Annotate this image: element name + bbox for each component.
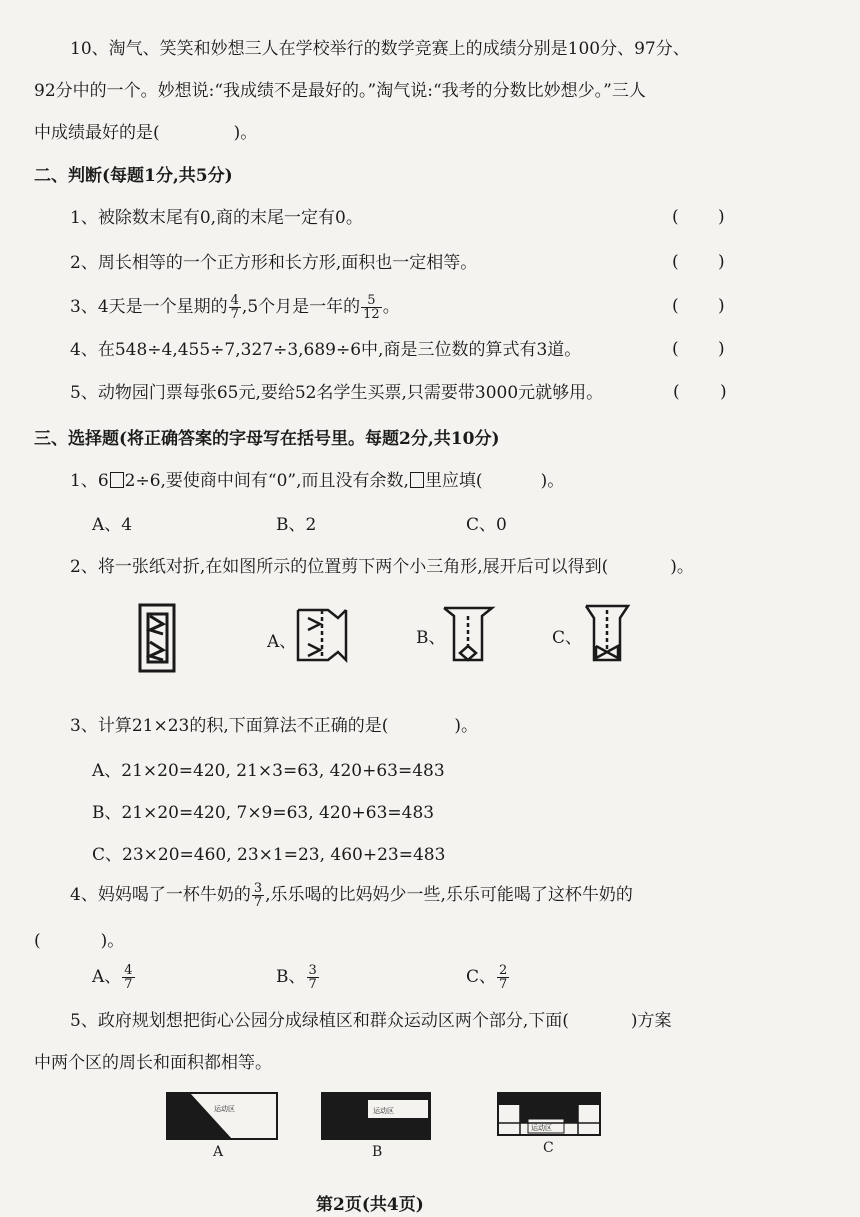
fraction-4-7-option: $\frac{4}{7}$ — [124, 963, 133, 992]
page-footer: 第2页(共4页) — [316, 1195, 424, 1215]
choice-q1-option-a[interactable]: A、4 — [92, 515, 133, 535]
choice-q4-line2 — [34, 930, 124, 952]
choice-q5-b: )方案 — [630, 1011, 672, 1031]
plan-b-label[interactable]: B — [372, 1144, 383, 1160]
q2-option-c-label[interactable]: C、 — [552, 628, 583, 648]
judge3-text-c: 。 — [382, 297, 400, 317]
judge-paren-close-2[interactable]: ) — [718, 252, 725, 272]
choice-q1-b: 2÷6,要使商中间有“0”,而且没有余数, — [124, 471, 409, 491]
choice-q3-option-c[interactable]: C、23×20=460, 23×1=23, 460+23=483 — [92, 845, 446, 865]
option-b-figure — [444, 608, 492, 660]
q10-line3-text: 中成绩最好的是( — [34, 123, 160, 143]
plan-b-sport-text: 运动区 — [373, 1107, 394, 1115]
plan-b-figure — [322, 1093, 430, 1139]
fraction-3-7-option: $\frac{3}{7}$ — [308, 963, 317, 992]
plan-a-figure — [167, 1093, 277, 1139]
fraction-3-7: $\frac{3}{7}$ — [253, 881, 263, 910]
judge-paren-open-1: ( — [672, 207, 679, 227]
judge-item-2: 2、周长相等的一个正方形和长方形,面积也一定相等。 — [70, 253, 478, 273]
choice-q4-b: ,乐乐喝的比妈妈少一些,乐乐可能喝了这杯牛奶的 — [265, 885, 633, 905]
fraction-4-7: $\frac{4}{7}$ — [230, 293, 239, 322]
choice-q5-a: 5、政府规划想把街心公园分成绿植区和群众运动区两个部分,下面( — [70, 1011, 569, 1031]
folded-paper-figure — [140, 605, 174, 671]
q2-option-b-label[interactable]: B、 — [416, 628, 446, 648]
judge-paren-open-2: ( — [672, 252, 679, 272]
judge-paren-close-3[interactable]: ) — [718, 296, 725, 316]
choice-q1 — [70, 470, 564, 492]
choice-q5 — [70, 1010, 672, 1032]
plan-c-label[interactable]: C — [543, 1140, 554, 1156]
choice-q2 — [70, 556, 694, 578]
choice-q3-option-b[interactable]: B、21×20=420, 7×9=63, 420+63=483 — [92, 803, 435, 823]
choice-q2-b: )。 — [670, 557, 694, 577]
section2-title: 二、判断(每题1分,共5分) — [34, 166, 233, 186]
choice-q2-a: 2、将一张纸对折,在如图所示的位置剪下两个小三角形,展开后可以得到( — [70, 557, 609, 577]
plan-c-sport-text: 运动区 — [531, 1124, 552, 1132]
q10-line2: 92分中的一个。妙想说:“我成绩不是最好的。”淘气说:“我考的分数比妙想少。”三人 — [34, 81, 646, 101]
park-plan-figures — [0, 1085, 860, 1160]
plan-a-label[interactable]: A — [213, 1144, 224, 1160]
q10-line1: 10、淘气、笑笑和妙想三人在学校举行的数学竞赛上的成绩分别是100分、97分、 — [70, 39, 690, 59]
judge-paren-close-5[interactable]: ) — [720, 382, 727, 402]
choice-q1-d: )。 — [540, 471, 565, 491]
judge-item-5: 5、动物园门票每张65元,要给52名学生买票,只需要带3000元就够用。 — [70, 383, 604, 403]
option-a-figure — [298, 610, 346, 660]
choice-q4-a: 4、妈妈喝了一杯牛奶的 — [70, 885, 251, 905]
choice-q4-c1: ( — [34, 931, 41, 951]
square-box-icon — [410, 472, 424, 488]
choice-q3-a: 3、计算21×23的积,下面算法不正确的是( — [70, 716, 389, 736]
judge-item-3 — [70, 292, 400, 322]
section3-title: 三、选择题(将正确答案的字母写在括号里。每题2分,共10分) — [34, 429, 500, 449]
judge-item-4: 4、在548÷4,455÷7,327÷3,689÷6中,商是三位数的算式有3道。 — [70, 340, 582, 360]
choice-q3-b: )。 — [454, 716, 478, 736]
judge-paren-close-4[interactable]: ) — [718, 339, 725, 359]
judge-paren-open-4: ( — [672, 339, 679, 359]
choice-q3 — [70, 715, 478, 737]
choice-q4 — [70, 878, 633, 912]
plan-c-figure — [498, 1093, 600, 1135]
q10-line3-close: )。 — [233, 123, 258, 143]
judge-paren-close-1[interactable]: ) — [718, 207, 725, 227]
fraction-5-12: $\frac{5}{12}$ — [363, 293, 380, 322]
choice-q4-option-c[interactable]: C、 $\frac{2}{7}$ — [466, 963, 508, 992]
q10-line3 — [34, 122, 257, 144]
judge-paren-open-3: ( — [672, 296, 679, 316]
q2-option-a-label[interactable]: A、 — [267, 632, 297, 652]
choice-q3-option-a[interactable]: A、21×20=420, 21×3=63, 420+63=483 — [92, 761, 445, 781]
square-box-icon — [110, 472, 124, 488]
option-c-figure — [586, 606, 628, 660]
judge3-text-a: 3、4天是一个星期的 — [70, 297, 228, 317]
judge-item-1: 1、被除数末尾有0,商的末尾一定有0。 — [70, 208, 363, 228]
choice-q4-option-a[interactable]: A、 $\frac{4}{7}$ — [92, 963, 133, 992]
judge-paren-open-5: ( — [673, 382, 680, 402]
choice-q1-a: 1、6 — [70, 471, 109, 491]
choice-q1-c: 里应填( — [424, 471, 483, 491]
choice-q1-option-b[interactable]: B、2 — [276, 515, 317, 535]
choice-q4-c2: )。 — [100, 931, 125, 951]
choice-q5-line2: 中两个区的周长和面积都相等。 — [34, 1053, 272, 1073]
judge3-text-b: ,5个月是一年的 — [241, 297, 361, 317]
fraction-2-7-option: $\frac{2}{7}$ — [499, 963, 508, 992]
plan-a-sport-text: 运动区 — [214, 1105, 235, 1113]
choice-q4-option-b[interactable]: B、 $\frac{3}{7}$ — [276, 963, 317, 992]
choice-q1-option-c[interactable]: C、0 — [466, 515, 507, 535]
